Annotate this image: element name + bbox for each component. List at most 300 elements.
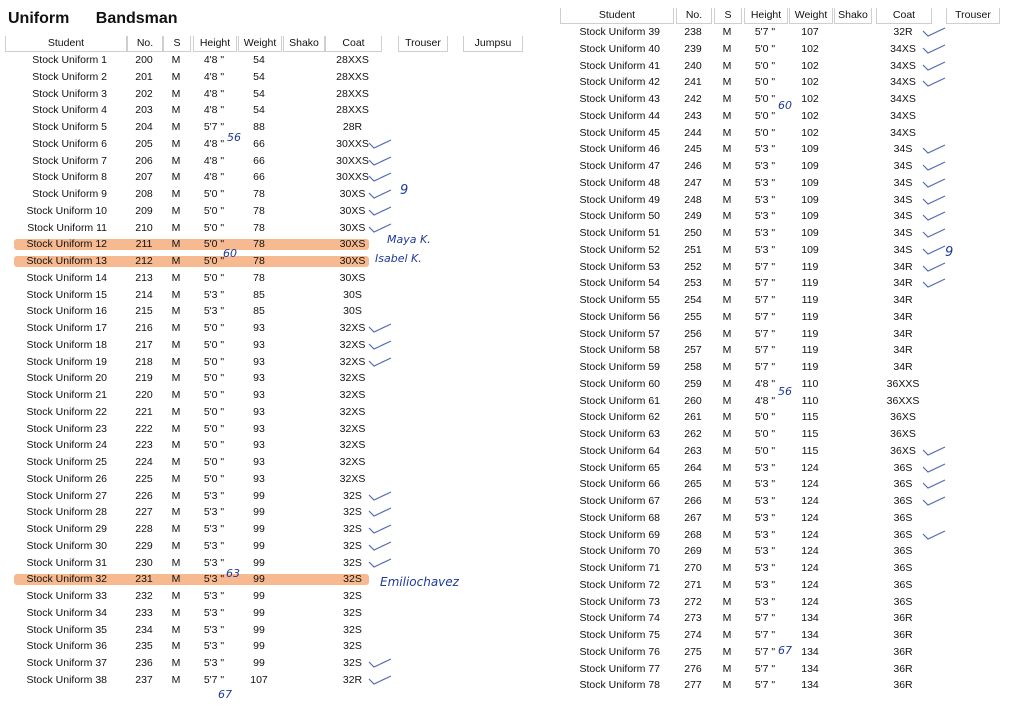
coat-cell: 36S xyxy=(893,478,913,491)
checkmark-icon xyxy=(368,138,390,148)
handwritten-name-maya: Maya K. xyxy=(387,233,431,246)
size-cell: M xyxy=(722,444,732,457)
weight-cell: 124 xyxy=(801,478,819,491)
student-name-cell: Stock Uniform 42 xyxy=(579,76,660,89)
number-cell: 227 xyxy=(135,506,153,519)
coat-cell: 32S xyxy=(343,489,362,502)
size-cell: M xyxy=(171,221,181,234)
size-cell: M xyxy=(171,305,181,318)
height-cell: 5'7 " xyxy=(203,121,225,133)
height-cell: 5'3 " xyxy=(754,143,776,156)
coat-cell: 34S xyxy=(893,243,913,256)
student-name-cell: Stock Uniform 59 xyxy=(579,361,660,373)
table-row xyxy=(5,521,525,538)
height-cell: 4'8 " xyxy=(203,70,225,83)
number-cell: 234 xyxy=(135,623,153,636)
weight-cell: 134 xyxy=(801,662,819,675)
table-row xyxy=(5,86,525,103)
coat-cell: 34R xyxy=(893,344,913,357)
table-row xyxy=(5,220,525,237)
student-name-cell: Stock Uniform 7 xyxy=(32,154,107,167)
size-cell: M xyxy=(722,428,732,440)
number-cell: 260 xyxy=(684,394,702,407)
student-name-cell: Stock Uniform 15 xyxy=(26,288,107,301)
coat-cell: 34XS xyxy=(890,93,916,105)
size-cell: M xyxy=(722,377,732,390)
number-cell: 220 xyxy=(135,389,153,401)
student-name-cell: Stock Uniform 14 xyxy=(26,271,107,284)
col-no: No. xyxy=(127,36,163,52)
weight-cell: 109 xyxy=(801,143,819,156)
number-cell: 273 xyxy=(684,612,702,625)
checkmark-icon xyxy=(368,222,390,232)
size-cell: M xyxy=(171,204,181,217)
table-row xyxy=(560,577,1000,594)
coat-cell: 32XS xyxy=(339,422,366,435)
size-cell: M xyxy=(171,673,181,686)
coat-cell: 32S xyxy=(343,556,362,569)
weight-cell: 93 xyxy=(253,338,265,351)
height-cell: 5'3 " xyxy=(754,511,776,524)
coat-cell: 36R xyxy=(893,612,913,625)
weight-cell: 93 xyxy=(253,405,265,418)
number-cell: 211 xyxy=(135,238,153,251)
coat-cell: 32XS xyxy=(339,372,366,385)
height-cell: 5'0 " xyxy=(203,338,225,351)
number-cell: 270 xyxy=(684,562,702,574)
height-cell: 5'7 " xyxy=(754,361,776,373)
weight-cell: 109 xyxy=(801,210,819,223)
coat-cell: 28XXS xyxy=(336,54,369,66)
weight-cell: 66 xyxy=(253,137,265,150)
student-name-cell: Stock Uniform 40 xyxy=(579,42,660,55)
height-cell: 5'3 " xyxy=(754,243,776,256)
coat-cell: 32XS xyxy=(339,456,366,468)
student-name-cell: Stock Uniform 44 xyxy=(579,109,660,122)
number-cell: 255 xyxy=(684,310,702,323)
size-cell: M xyxy=(722,679,732,692)
checkmark-icon xyxy=(368,540,390,550)
height-cell: 5'3 " xyxy=(203,288,225,301)
height-cell: 5'3 " xyxy=(754,545,776,558)
height-cell: 4'8 " xyxy=(203,104,225,117)
checkmark-icon xyxy=(368,322,390,332)
coat-cell: 36R xyxy=(893,645,913,658)
height-cell: 5'0 " xyxy=(203,422,225,435)
table-row xyxy=(5,303,525,320)
col-s: S xyxy=(163,36,191,52)
size-cell: M xyxy=(171,238,181,251)
student-name-cell: Stock Uniform 36 xyxy=(26,640,107,653)
number-cell: 243 xyxy=(684,109,702,122)
handwritten-number: 9 xyxy=(400,183,409,198)
number-cell: 265 xyxy=(684,478,702,491)
student-name-cell: Stock Uniform 46 xyxy=(579,143,660,156)
height-cell: 5'3 " xyxy=(203,657,225,669)
weight-cell: 99 xyxy=(253,623,265,636)
weight-cell: 54 xyxy=(253,104,265,117)
size-cell: M xyxy=(722,327,732,340)
coat-cell: 34S xyxy=(893,176,913,189)
number-cell: 274 xyxy=(684,629,702,641)
student-name-cell: Stock Uniform 37 xyxy=(26,657,107,669)
table-row xyxy=(560,560,1000,577)
col-shako: Shako xyxy=(834,8,872,24)
weight-cell: 124 xyxy=(801,461,819,474)
height-cell: 5'7 " xyxy=(754,629,776,641)
student-name-cell: Stock Uniform 65 xyxy=(579,461,660,474)
checkmark-icon xyxy=(368,674,390,684)
table-row xyxy=(560,543,1000,560)
coat-cell: 32S xyxy=(343,590,362,602)
student-name-cell: Stock Uniform 41 xyxy=(579,59,660,72)
number-cell: 200 xyxy=(135,54,153,66)
size-cell: M xyxy=(722,160,732,172)
table-row xyxy=(560,677,1000,694)
student-name-cell: Stock Uniform 61 xyxy=(579,394,660,407)
size-cell: M xyxy=(722,645,732,658)
size-cell: M xyxy=(722,511,732,524)
student-name-cell: Stock Uniform 77 xyxy=(579,662,660,675)
student-name-cell: Stock Uniform 55 xyxy=(579,294,660,306)
size-cell: M xyxy=(171,271,181,284)
checkmark-icon xyxy=(922,143,944,153)
size-cell: M xyxy=(722,562,732,574)
coat-cell: 28XXS xyxy=(336,104,369,117)
checkmark-icon xyxy=(922,160,944,170)
handwritten-number: 56 xyxy=(778,385,792,398)
coat-cell: 28XXS xyxy=(336,87,369,100)
handwritten-number: 60 xyxy=(778,99,792,112)
coat-cell: 36S xyxy=(893,578,913,591)
student-name-cell: Stock Uniform 29 xyxy=(26,523,107,535)
size-cell: M xyxy=(722,394,732,407)
weight-cell: 107 xyxy=(250,673,268,686)
height-cell: 5'0 " xyxy=(203,255,225,267)
height-cell: 5'3 " xyxy=(754,478,776,491)
height-cell: 5'7 " xyxy=(754,344,776,357)
size-cell: M xyxy=(722,478,732,491)
size-cell: M xyxy=(722,227,732,239)
table-row xyxy=(5,538,525,555)
student-name-cell: Stock Uniform 78 xyxy=(579,679,660,692)
coat-cell: 36S xyxy=(893,562,913,574)
weight-cell: 102 xyxy=(801,126,819,139)
student-name-cell: Stock Uniform 69 xyxy=(579,528,660,541)
weight-cell: 107 xyxy=(801,26,819,38)
weight-cell: 110 xyxy=(801,377,819,390)
student-name-cell: Stock Uniform 73 xyxy=(579,595,660,608)
size-cell: M xyxy=(171,54,181,66)
weight-cell: 115 xyxy=(801,428,819,440)
coat-cell: 32S xyxy=(343,506,362,519)
table-row xyxy=(5,555,525,572)
size-cell: M xyxy=(722,109,732,122)
number-cell: 261 xyxy=(684,411,702,424)
student-name-cell: Stock Uniform 49 xyxy=(579,193,660,206)
weight-cell: 66 xyxy=(253,154,265,167)
page-title xyxy=(8,10,178,28)
size-cell: M xyxy=(722,294,732,306)
number-cell: 264 xyxy=(684,461,702,474)
weight-cell: 93 xyxy=(253,456,265,468)
number-cell: 259 xyxy=(684,377,702,390)
weight-cell: 102 xyxy=(801,93,819,105)
size-cell: M xyxy=(171,372,181,385)
weight-cell: 119 xyxy=(801,361,819,373)
coat-cell: 34XS xyxy=(890,126,916,139)
weight-cell: 78 xyxy=(253,271,265,284)
student-name-cell: Stock Uniform 74 xyxy=(579,612,660,625)
coat-cell: 30XS xyxy=(339,255,366,267)
coat-cell: 36XXS xyxy=(886,394,920,407)
height-cell: 5'7 " xyxy=(754,26,776,38)
size-cell: M xyxy=(171,104,181,117)
weight-cell: 102 xyxy=(801,109,819,122)
number-cell: 277 xyxy=(684,679,702,692)
weight-cell: 115 xyxy=(801,444,819,457)
number-cell: 249 xyxy=(684,210,702,223)
weight-cell: 78 xyxy=(253,204,265,217)
height-cell: 5'0 " xyxy=(203,439,225,452)
height-cell: 5'7 " xyxy=(754,260,776,273)
weight-cell: 93 xyxy=(253,389,265,401)
coat-cell: 30S xyxy=(343,288,362,301)
student-name-cell: Stock Uniform 22 xyxy=(26,405,107,418)
student-name-cell: Stock Uniform 1 xyxy=(32,54,107,66)
coat-cell: 32XS xyxy=(339,355,366,368)
size-cell: M xyxy=(722,176,732,189)
number-cell: 263 xyxy=(684,444,702,457)
size-cell: M xyxy=(722,595,732,608)
coat-cell: 36R xyxy=(893,662,913,675)
weight-cell: 102 xyxy=(801,76,819,89)
student-name-cell: Stock Uniform 67 xyxy=(579,495,660,507)
table-row xyxy=(5,655,525,672)
weight-cell: 78 xyxy=(253,188,265,200)
height-cell: 5'3 " xyxy=(754,227,776,239)
height-cell: 5'0 " xyxy=(203,456,225,468)
student-name-cell: Stock Uniform 57 xyxy=(579,327,660,340)
coat-cell: 36R xyxy=(893,679,913,692)
student-name-cell: Stock Uniform 9 xyxy=(32,188,107,200)
table-row xyxy=(5,370,525,387)
table-row xyxy=(5,186,525,203)
number-cell: 213 xyxy=(135,271,153,284)
coat-cell: 34R xyxy=(893,310,913,323)
size-cell: M xyxy=(722,277,732,290)
weight-cell: 93 xyxy=(253,355,265,368)
height-cell: 5'3 " xyxy=(203,523,225,535)
coat-cell: 30XS xyxy=(339,271,366,284)
col-height: Height xyxy=(744,8,788,24)
table-row xyxy=(5,253,525,270)
student-name-cell: Stock Uniform 52 xyxy=(579,243,660,256)
coat-cell: 30XXS xyxy=(336,171,369,184)
checkmark-icon xyxy=(922,244,944,254)
table-row xyxy=(560,326,1000,343)
col-no: No. xyxy=(676,8,712,24)
size-cell: M xyxy=(722,26,732,38)
table-row xyxy=(5,236,525,253)
table-row xyxy=(560,292,1000,309)
size-cell: M xyxy=(722,528,732,541)
size-cell: M xyxy=(722,143,732,156)
size-cell: M xyxy=(722,243,732,256)
checkmark-icon xyxy=(368,339,390,349)
weight-cell: 119 xyxy=(801,277,819,290)
coat-cell: 36XS xyxy=(890,428,916,440)
student-name-cell: Stock Uniform 53 xyxy=(579,260,660,273)
size-cell: M xyxy=(171,472,181,485)
number-cell: 215 xyxy=(135,305,153,318)
student-name-cell: Stock Uniform 62 xyxy=(579,411,660,424)
coat-cell: 34XS xyxy=(890,42,916,55)
number-cell: 231 xyxy=(135,573,153,586)
size-cell: M xyxy=(171,255,181,267)
student-name-cell: Stock Uniform 66 xyxy=(579,478,660,491)
number-cell: 266 xyxy=(684,495,702,507)
col-coat: Coat xyxy=(876,8,932,24)
size-cell: M xyxy=(722,260,732,273)
table-row xyxy=(5,471,525,488)
number-cell: 204 xyxy=(135,121,153,133)
student-name-cell: Stock Uniform 75 xyxy=(579,629,660,641)
size-cell: M xyxy=(171,87,181,100)
size-cell: M xyxy=(171,657,181,669)
coat-cell: 36S xyxy=(893,545,913,558)
height-cell: 5'7 " xyxy=(754,662,776,675)
number-cell: 247 xyxy=(684,176,702,189)
col-student: Student xyxy=(5,36,127,52)
height-cell: 5'0 " xyxy=(754,444,776,457)
size-cell: M xyxy=(722,344,732,357)
size-cell: M xyxy=(722,629,732,641)
student-name-cell: Stock Uniform 23 xyxy=(26,422,107,435)
coat-cell: 36S xyxy=(893,595,913,608)
coat-cell: 34S xyxy=(893,227,913,239)
height-cell: 4'8 " xyxy=(203,154,225,167)
weight-cell: 88 xyxy=(253,121,265,133)
size-cell: M xyxy=(171,573,181,586)
weight-cell: 134 xyxy=(801,645,819,658)
table-row xyxy=(5,102,525,119)
size-cell: M xyxy=(722,578,732,591)
height-cell: 5'0 " xyxy=(203,238,225,251)
coat-cell: 32R xyxy=(342,673,363,686)
height-cell: 4'8 " xyxy=(754,377,776,390)
height-cell: 5'7 " xyxy=(754,310,776,323)
col-trouser: Trouser xyxy=(946,8,1000,24)
weight-cell: 109 xyxy=(801,227,819,239)
coat-cell: 32S xyxy=(343,640,362,653)
checkmark-icon xyxy=(368,171,390,181)
height-cell: 5'3 " xyxy=(754,210,776,223)
height-cell: 5'7 " xyxy=(203,673,225,686)
number-cell: 228 xyxy=(135,523,153,535)
weight-cell: 124 xyxy=(801,562,819,574)
weight-cell: 119 xyxy=(801,294,819,306)
weight-cell: 93 xyxy=(253,372,265,385)
checkmark-icon xyxy=(922,478,944,488)
student-name-cell: Stock Uniform 70 xyxy=(579,545,660,558)
title-bandsman: Bandsman xyxy=(95,10,178,27)
coat-cell: 28XXS xyxy=(336,70,369,83)
size-cell: M xyxy=(722,461,732,474)
student-name-cell: Stock Uniform 5 xyxy=(32,121,107,133)
height-cell: 5'0 " xyxy=(203,204,225,217)
height-cell: 5'0 " xyxy=(203,389,225,401)
table-row xyxy=(560,125,1000,142)
table-row xyxy=(5,437,525,454)
student-name-cell: Stock Uniform 26 xyxy=(26,472,107,485)
weight-cell: 99 xyxy=(253,606,265,619)
height-cell: 5'0 " xyxy=(754,126,776,139)
checkmark-icon xyxy=(922,462,944,472)
number-cell: 216 xyxy=(135,322,153,334)
height-cell: 5'7 " xyxy=(754,679,776,692)
student-name-cell: Stock Uniform 43 xyxy=(579,93,660,105)
table-row xyxy=(5,421,525,438)
size-cell: M xyxy=(171,405,181,418)
checkmark-icon xyxy=(368,506,390,516)
col-trouser: Trouser xyxy=(398,36,448,52)
size-cell: M xyxy=(171,422,181,435)
height-cell: 5'3 " xyxy=(203,640,225,653)
weight-cell: 99 xyxy=(253,489,265,502)
table-row xyxy=(560,359,1000,376)
student-name-cell: Stock Uniform 58 xyxy=(579,344,660,357)
coat-cell: 30XXS xyxy=(336,137,369,150)
height-cell: 5'3 " xyxy=(754,193,776,206)
table-row xyxy=(5,588,525,605)
student-name-cell: Stock Uniform 50 xyxy=(579,210,660,223)
size-cell: M xyxy=(171,439,181,452)
number-cell: 206 xyxy=(135,154,153,167)
checkmark-icon xyxy=(922,60,944,70)
student-name-cell: Stock Uniform 56 xyxy=(579,310,660,323)
height-cell: 4'8 " xyxy=(203,54,225,66)
weight-cell: 93 xyxy=(253,322,265,334)
student-name-cell: Stock Uniform 2 xyxy=(32,70,107,83)
weight-cell: 102 xyxy=(801,42,819,55)
student-name-cell: Stock Uniform 3 xyxy=(32,87,107,100)
height-cell: 5'0 " xyxy=(203,221,225,234)
weight-cell: 99 xyxy=(253,573,265,586)
student-name-cell: Stock Uniform 19 xyxy=(26,355,107,368)
student-name-cell: Stock Uniform 28 xyxy=(26,506,107,519)
number-cell: 275 xyxy=(684,645,702,658)
weight-cell: 99 xyxy=(253,506,265,519)
height-cell: 5'0 " xyxy=(754,109,776,122)
checkmark-icon xyxy=(922,43,944,53)
coat-cell: 34XS xyxy=(890,109,916,122)
coat-cell: 30S xyxy=(343,305,362,318)
checkmark-icon xyxy=(368,356,390,366)
height-cell: 5'3 " xyxy=(754,160,776,172)
col-s: S xyxy=(714,8,742,24)
weight-cell: 85 xyxy=(253,305,265,318)
weight-cell: 119 xyxy=(801,327,819,340)
table-row xyxy=(5,270,525,287)
weight-cell: 109 xyxy=(801,193,819,206)
coat-cell: 34R xyxy=(893,260,913,273)
number-cell: 253 xyxy=(684,277,702,290)
coat-cell: 36XS xyxy=(890,444,916,457)
weight-cell: 99 xyxy=(253,590,265,602)
size-cell: M xyxy=(722,545,732,558)
size-cell: M xyxy=(171,137,181,150)
